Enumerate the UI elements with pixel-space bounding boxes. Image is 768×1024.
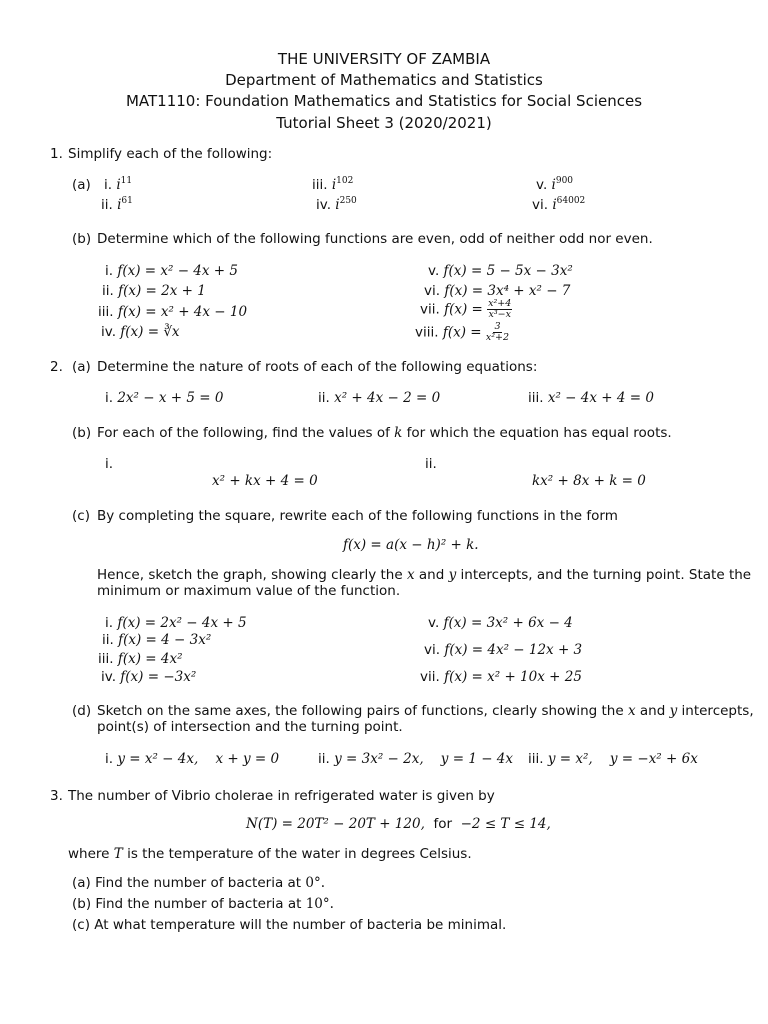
q1a-item: v. $i^{900}$	[536, 176, 574, 193]
q1b-item: v. f(x) = 5 − 5x − 3x²	[428, 263, 573, 279]
q2-number: 2.	[50, 359, 63, 375]
q1b-item: vii. f(x) = $\frac{\text{x²+4}}{\text{x³−x}}$	[420, 298, 512, 320]
q3-part: (b) Find the number of bacteria at 10°.	[72, 896, 334, 912]
q2d-line-2: point(s) of intersection and the turning point.	[97, 719, 403, 735]
q1a-item: iv. $i^{250}$	[316, 196, 357, 213]
q2a-item: ii. x² + 4x − 2 = 0	[318, 390, 441, 406]
q1-prompt: Simplify each of the following:	[68, 146, 273, 162]
q3-formula: N(T) = 20T² − 20T + 120, for −2 ≤ T ≤ 14,	[246, 816, 551, 832]
q2b-equation: kx² + 8x + k = 0	[532, 473, 646, 489]
q2c-item: ii. f(x) = 4 − 3x²	[102, 632, 212, 648]
q2d-item: ii. y = 3x² − 2x, y = 1 − 4x	[318, 751, 514, 767]
q2d-item: iii. y = x², y = −x² + 6x	[528, 751, 698, 767]
q2c-hence-1: Hence, sketch the graph, showing clearly the x and y intercepts, and the turning point. State the	[97, 567, 752, 583]
q2c-form: f(x) = a(x − h)² + k.	[343, 537, 479, 553]
q1a-label: (a)	[72, 177, 91, 193]
q2b-prompt: For each of the following, find the values of k for which the equation has equal roots.	[97, 425, 672, 441]
q1b-item: i. f(x) = x² − 4x + 5	[105, 263, 238, 279]
sheet-title: Tutorial Sheet 3 (2020/2021)	[276, 114, 492, 132]
q2a-item: iii. x² − 4x + 4 = 0	[528, 390, 654, 406]
q2c-item: vi. f(x) = 4x² − 12x + 3	[424, 642, 583, 658]
q1a-item: vi. $i^{64002}$	[532, 196, 586, 213]
q1b-prompt: Determine which of the following functions are even, odd of neither odd nor even.	[97, 231, 653, 247]
fraction: $\frac{\text{x²+4}}{\text{x³−x}}$	[488, 298, 512, 320]
q2d-line-1: Sketch on the same axes, the following pairs of functions, clearly showing the x and y intercepts,	[97, 703, 754, 719]
q2c-item: v. f(x) = 3x² + 6x − 4	[428, 615, 573, 631]
q1a-item: i. $i^{11}$	[104, 176, 133, 193]
q2a-item: i. 2x² − x + 5 = 0	[105, 390, 224, 406]
q2b-label: (b)	[72, 425, 92, 441]
q2b-item-label: i.	[105, 456, 114, 472]
q3-where: where T is the temperature of the water in degrees Celsius.	[68, 846, 472, 862]
q1b-item: ii. f(x) = 2x + 1	[102, 283, 206, 299]
university-title: THE UNIVERSITY OF ZAMBIA	[277, 50, 491, 68]
q1b-item: viii. f(x) = $\frac{3}{\text{x²+2}}$	[415, 321, 510, 343]
q1b-label: (b)	[72, 231, 92, 247]
q2c-prompt: By completing the square, rewrite each of the following functions in the form	[97, 508, 618, 524]
department-title: Department of Mathematics and Statistics	[225, 71, 543, 89]
q1b-item: vi. f(x) = 3x⁴ + x² − 7	[424, 283, 571, 299]
q2c-item: vii. f(x) = x² + 10x + 25	[420, 669, 582, 685]
q2c-label: (c)	[72, 508, 90, 524]
q2c-hence-2: minimum or maximum value of the function.	[97, 583, 401, 599]
q1b-item: iii. f(x) = x² + 4x − 10	[98, 304, 248, 320]
q1-number: 1.	[50, 146, 63, 162]
q3-part: (a) Find the number of bacteria at 0°.	[72, 875, 326, 891]
q2d-item: i. y = x² − 4x, x + y = 0	[105, 751, 280, 767]
q3-part: (c) At what temperature will the number of bacteria be minimal.	[72, 917, 507, 933]
q2a-label: (a)	[72, 359, 91, 375]
q2d-label: (d)	[72, 703, 92, 719]
q2c-item: i. f(x) = 2x² − 4x + 5	[105, 615, 247, 631]
q2a-prompt: Determine the nature of roots of each of the following equations:	[97, 359, 538, 375]
q1b-item: iv. f(x) = ∛x	[101, 324, 180, 340]
q2c-item: iii. f(x) = 4x²	[98, 651, 183, 667]
q3-number: 3.	[50, 788, 63, 804]
q2b-equation: x² + kx + 4 = 0	[212, 473, 318, 489]
course-title: MAT1110: Foundation Mathematics and Statistics for Social Sciences	[125, 92, 643, 110]
fraction: $\frac{3}{\text{x²+2}}$	[485, 321, 510, 343]
q2c-item: iv. f(x) = −3x²	[101, 669, 197, 685]
q2b-item-label: ii.	[425, 456, 437, 472]
q3-prompt: The number of Vibrio cholerae in refrigerated water is given by	[68, 788, 495, 804]
q1a-item: ii. $i^{61}$	[101, 196, 133, 213]
q1a-item: iii. $i^{102}$	[312, 176, 354, 193]
